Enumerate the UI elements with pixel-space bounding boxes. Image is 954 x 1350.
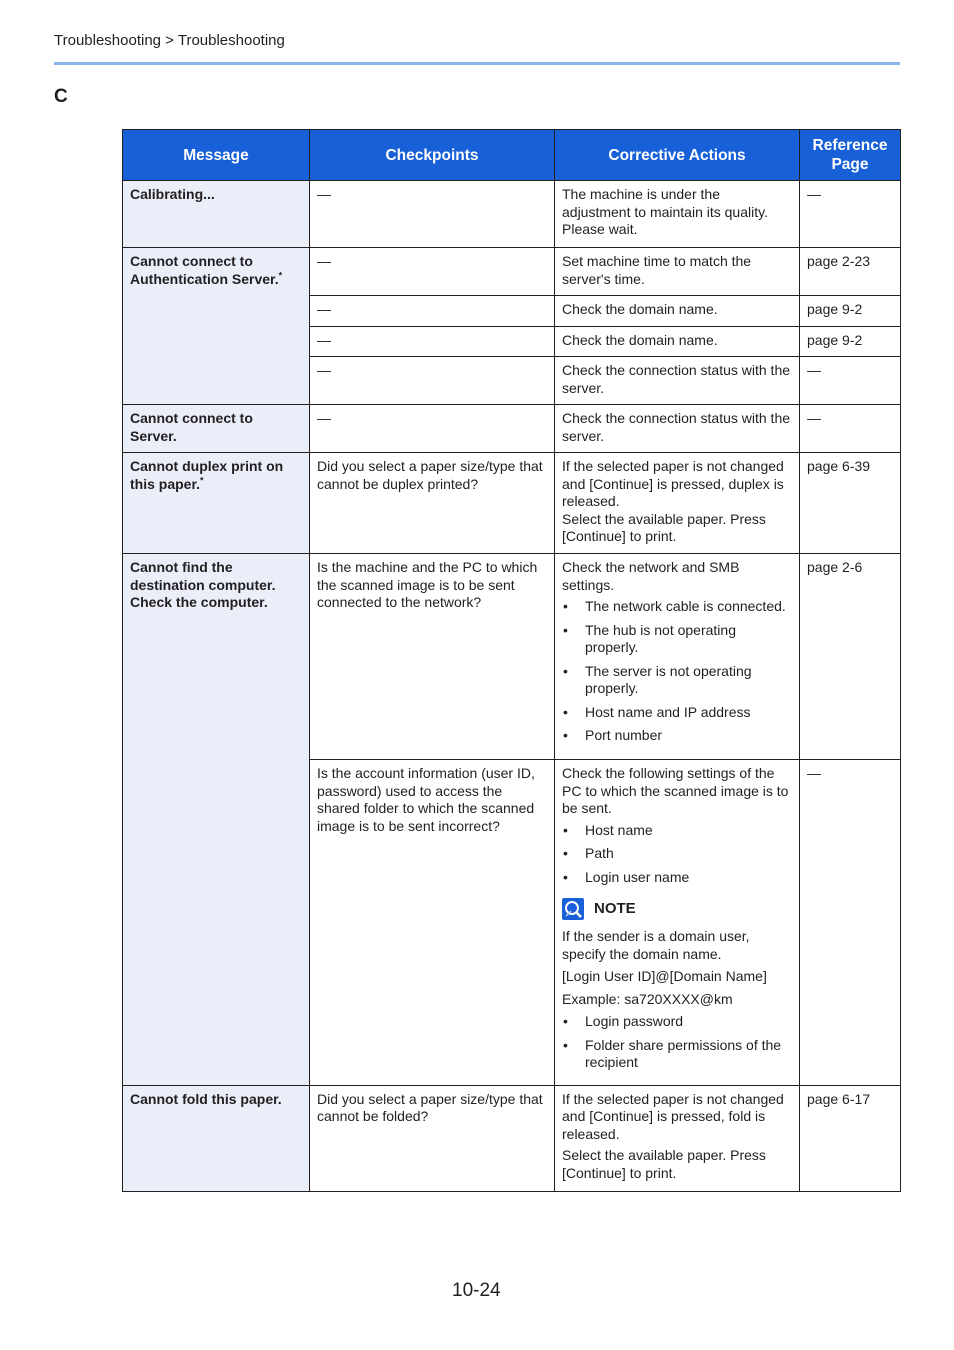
note-text: Example: sa720XXXX@km	[562, 990, 733, 1007]
action-cell	[555, 453, 800, 554]
action-text: Select the available paper. Press [Continue] to print.	[562, 1147, 766, 1181]
footnote-mark: *	[200, 474, 204, 485]
reference-cell: page 9-2	[800, 326, 901, 357]
action-cell: Check the domain name.	[555, 296, 800, 327]
reference-cell: page 6-17	[800, 1085, 901, 1191]
action-cell	[555, 1085, 800, 1191]
checkpoint-cell: —	[310, 296, 555, 327]
column-header-checkpoints: Checkpoints	[310, 130, 555, 181]
action-text: Check the network and SMB settings.	[562, 559, 740, 593]
list-item: • Login user name	[562, 869, 792, 887]
note-label: NOTE	[594, 900, 636, 918]
checkpoint-cell: Is the account information (user ID, password) used to access the shared folder to which the scanned image is to be sent incorrect?	[310, 760, 555, 1086]
page-number: 10-24	[452, 1280, 501, 1301]
troubleshooting-table	[122, 129, 901, 1192]
reference-cell: page 9-2	[800, 296, 901, 327]
checkpoint-cell: —	[310, 326, 555, 357]
list-item: • The network cable is connected.	[562, 598, 792, 616]
reference-cell: —	[800, 357, 901, 405]
message-text: Cannot connect to Server.	[130, 410, 253, 444]
message-cell	[123, 181, 310, 248]
action-cell: Set machine time to match the server's time.	[555, 248, 800, 296]
checkpoint-cell: —	[310, 357, 555, 405]
list-item: • Login password	[562, 1013, 792, 1031]
bullet-list	[562, 1013, 792, 1072]
checkpoint-cell: Did you select a paper size/type that cannot be folded?	[310, 1085, 555, 1191]
breadcrumb: Troubleshooting > Troubleshooting	[54, 32, 285, 49]
note-heading	[562, 898, 792, 920]
action-cell: Check the connection status with the server.	[555, 357, 800, 405]
list-item: • The hub is not operating properly.	[562, 622, 792, 657]
column-header-reference-page: Reference Page	[800, 130, 901, 181]
reference-cell: page 2-23	[800, 248, 901, 296]
section-letter: C	[54, 86, 68, 107]
action-text: Select the available paper. Press [Continue] to print.	[562, 510, 766, 544]
reference-cell: page 6-39	[800, 453, 901, 554]
reference-cell: —	[800, 405, 901, 453]
action-cell	[555, 554, 800, 760]
note-text: [Login User ID]@[Domain Name]	[562, 968, 767, 984]
message-cell	[123, 405, 310, 453]
reference-cell: —	[800, 760, 901, 1086]
message-text: Cannot connect to Authentication Server.	[130, 253, 279, 287]
table-row	[123, 453, 901, 554]
checkpoint-cell: Did you select a paper size/type that cannot be duplex printed?	[310, 453, 555, 554]
table-row	[123, 405, 901, 453]
checkpoint-cell: —	[310, 181, 555, 248]
action-cell: Check the connection status with the server.	[555, 405, 800, 453]
list-item: • Host name and IP address	[562, 704, 792, 722]
message-text: Cannot fold this paper.	[130, 1090, 282, 1107]
list-item: • Port number	[562, 727, 792, 745]
message-text: Cannot duplex print on this paper.	[130, 458, 284, 492]
message-cell	[123, 248, 310, 405]
action-cell: Check the domain name.	[555, 326, 800, 357]
bullet-list	[562, 598, 792, 745]
footnote-mark: *	[278, 269, 283, 280]
action-cell: The machine is under the adjustment to maintain its quality. Please wait.	[555, 181, 800, 248]
checkpoint-cell: —	[310, 405, 555, 453]
list-item: • The server is not operating properly.	[562, 663, 792, 698]
action-text: If the selected paper is not changed and [Continue] is pressed, duplex is released.	[562, 458, 784, 509]
bullet-list	[562, 822, 792, 887]
note-text: If the sender is a domain user, specify the domain name.	[562, 928, 750, 962]
list-item: • Folder share permissions of the recipient	[562, 1037, 792, 1072]
action-cell	[555, 760, 800, 1086]
message-cell	[123, 453, 310, 554]
message-cell	[123, 554, 310, 1086]
reference-cell: —	[800, 181, 901, 248]
column-header-corrective-actions: Corrective Actions	[555, 130, 800, 181]
reference-cell: page 2-6	[800, 554, 901, 760]
list-item: • Path	[562, 845, 792, 863]
table-row	[123, 554, 901, 760]
message-text: Calibrating...	[130, 186, 215, 202]
table-row	[123, 1085, 901, 1191]
message-text: Cannot find the destination computer. Check the computer.	[130, 559, 276, 610]
note-icon	[562, 898, 584, 920]
table-header-row	[123, 130, 901, 181]
table-row	[123, 181, 901, 248]
column-header-message: Message	[123, 130, 310, 181]
list-item: • Host name	[562, 822, 792, 840]
table-row	[123, 248, 901, 296]
checkpoint-cell: —	[310, 248, 555, 296]
message-cell	[123, 1085, 310, 1191]
action-text: If the selected paper is not changed and [Continue] is pressed, fold is released.	[562, 1090, 784, 1142]
header-rule	[54, 62, 900, 65]
checkpoint-cell: Is the machine and the PC to which the scanned image is to be sent connected to the network?	[310, 554, 555, 760]
action-text: Check the following settings of the PC to which the scanned image is to be sent.	[562, 765, 789, 816]
